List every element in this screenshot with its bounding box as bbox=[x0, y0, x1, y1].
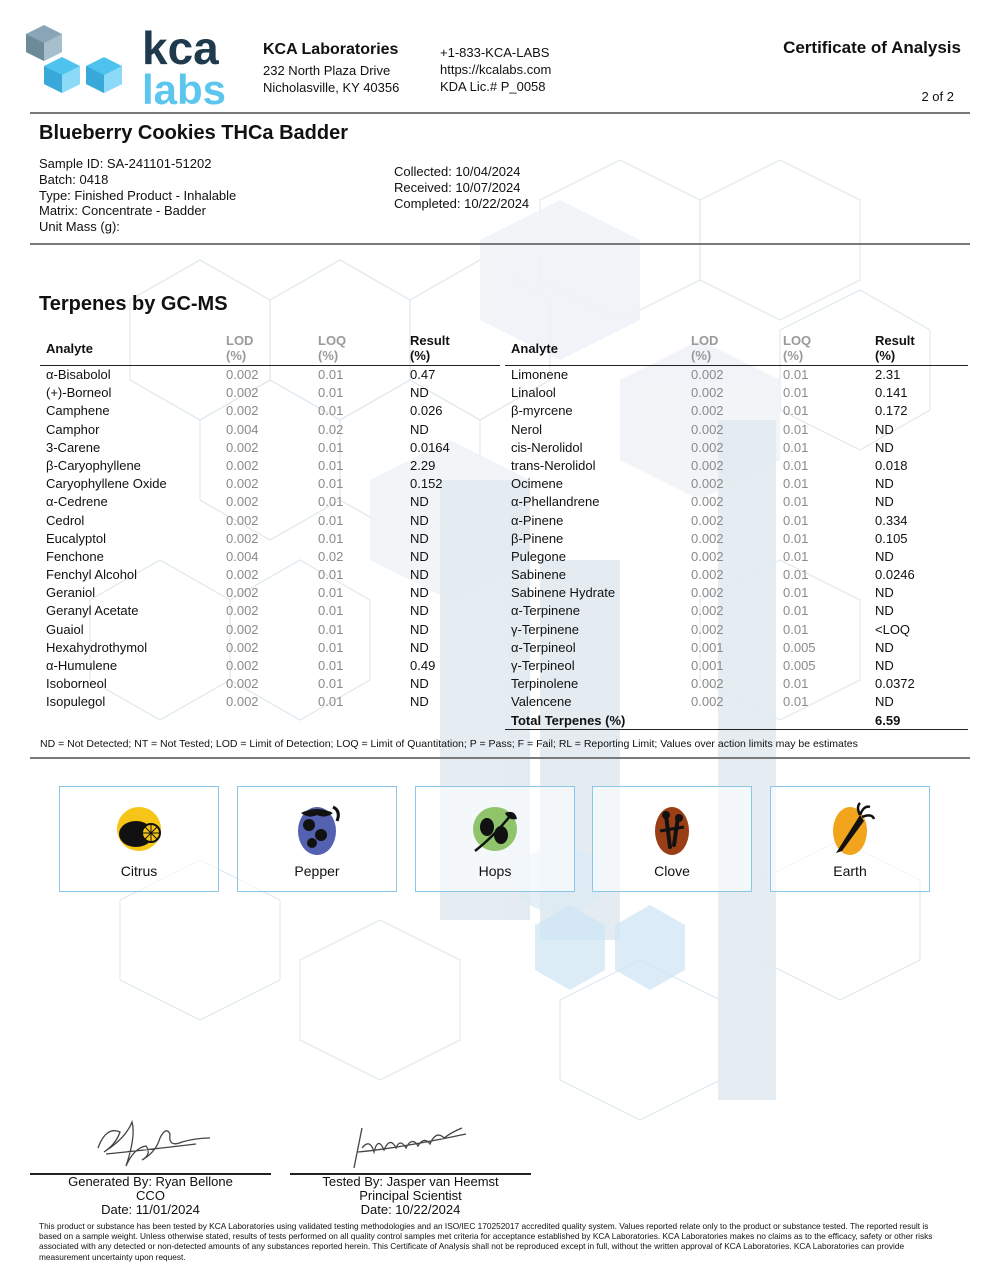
analyte-cell: Linalool bbox=[511, 385, 556, 401]
result-cell: ND bbox=[410, 530, 429, 546]
result-cell: 2.31 bbox=[875, 367, 901, 382]
generated-by: Generated By: Ryan Bellone bbox=[68, 1174, 233, 1189]
header-loq bbox=[783, 333, 811, 363]
result-cell: 0.49 bbox=[410, 658, 436, 673]
header-loq bbox=[318, 333, 346, 363]
product-name: Blueberry Cookies THCa Badder bbox=[39, 122, 348, 144]
analyte-cell: Ocimene bbox=[511, 476, 564, 492]
loq-cell: 0.01 bbox=[318, 530, 344, 546]
loq-cell: 0.01 bbox=[783, 530, 809, 546]
lod-cell: 0.002 bbox=[226, 439, 259, 455]
analyte-cell: Isoborneol bbox=[46, 676, 107, 692]
signature-ryan-bellone bbox=[86, 1108, 328, 1178]
logo-text-kca: kca bbox=[142, 22, 219, 74]
result-cell: ND bbox=[875, 585, 894, 601]
header-result-label: Result bbox=[410, 333, 450, 348]
result-cell: ND bbox=[410, 548, 429, 564]
loq-cell: 0.01 bbox=[783, 585, 809, 601]
loq-cell: 0.01 bbox=[783, 494, 809, 510]
aroma-label: Clove bbox=[654, 863, 690, 879]
table-row bbox=[505, 457, 968, 475]
lod-cell: 0.001 bbox=[691, 639, 724, 655]
aroma-pepper bbox=[237, 786, 397, 892]
header-analyte: Analyte bbox=[511, 341, 558, 356]
result-cell: 0.026 bbox=[410, 403, 443, 419]
result-cell: 0.47 bbox=[410, 367, 436, 382]
lod-cell: 0.004 bbox=[226, 421, 259, 437]
loq-cell: 0.01 bbox=[318, 639, 344, 655]
table-row bbox=[505, 548, 968, 566]
loq-cell: 0.01 bbox=[783, 621, 809, 637]
tested-date: Date: 10/22/2024 bbox=[360, 1202, 461, 1218]
sample-type: Type: Finished Product - Inhalable bbox=[39, 187, 237, 203]
loq-cell: 0.01 bbox=[318, 457, 344, 473]
result-cell: ND bbox=[410, 694, 429, 710]
result-cell: ND bbox=[875, 658, 894, 673]
loq-cell: 0.01 bbox=[783, 403, 809, 419]
lod-cell: 0.002 bbox=[691, 421, 724, 437]
table-row bbox=[505, 621, 968, 639]
terpenes-table-right bbox=[505, 332, 968, 730]
analyte-cell: Sabinene bbox=[511, 567, 566, 583]
generated-date: Date: 11/01/2024 bbox=[101, 1202, 200, 1218]
table-row bbox=[40, 657, 500, 675]
table-row bbox=[505, 693, 968, 711]
result-cell: ND bbox=[875, 476, 894, 492]
lod-cell: 0.002 bbox=[226, 494, 259, 510]
header-lod-label: LOD bbox=[226, 333, 254, 348]
loq-cell: 0.01 bbox=[783, 567, 809, 583]
analyte-cell: Limonene bbox=[511, 367, 569, 382]
sample-info bbox=[39, 156, 236, 235]
table-body bbox=[40, 366, 500, 712]
loq-cell: 0.01 bbox=[318, 676, 344, 692]
loq-cell: 0.01 bbox=[783, 439, 809, 455]
logo-text-labs: labs bbox=[142, 66, 227, 108]
header-result-unit: (%) bbox=[410, 348, 431, 363]
tested-by-title: Principal Scientist bbox=[359, 1188, 462, 1204]
lod-cell: 0.002 bbox=[226, 476, 259, 492]
loq-cell: 0.01 bbox=[783, 676, 809, 692]
lod-cell: 0.002 bbox=[226, 457, 259, 473]
lod-cell: 0.002 bbox=[226, 676, 259, 692]
lod-cell: 0.002 bbox=[691, 676, 724, 692]
loq-cell: 0.01 bbox=[783, 457, 809, 473]
signature-block-right bbox=[290, 1175, 531, 1218]
generated-by-title: CCO bbox=[136, 1188, 165, 1204]
lod-cell: 0.002 bbox=[691, 694, 724, 710]
lod-cell: 0.002 bbox=[226, 385, 259, 401]
result-cell: 0.018 bbox=[875, 457, 908, 473]
result-cell: ND bbox=[410, 676, 429, 692]
loq-cell: 0.01 bbox=[318, 512, 344, 528]
lod-cell: 0.002 bbox=[691, 457, 724, 473]
analyte-cell: cis-Nerolidol bbox=[511, 439, 583, 455]
table-row bbox=[505, 493, 968, 511]
result-cell: ND bbox=[875, 548, 894, 564]
analyte-cell: Hexahydrothymol bbox=[46, 639, 148, 655]
table-row bbox=[40, 493, 500, 511]
loq-cell: 0.01 bbox=[783, 694, 809, 710]
analyte-cell: Camphene bbox=[46, 403, 110, 419]
table-row bbox=[505, 512, 968, 530]
kca-labs-logo bbox=[24, 22, 239, 108]
lod-cell: 0.002 bbox=[226, 658, 259, 673]
table-row bbox=[40, 475, 500, 493]
header-result bbox=[410, 333, 450, 363]
header-analyte: Analyte bbox=[46, 341, 93, 356]
analyte-cell: Nerol bbox=[511, 421, 543, 437]
aroma-label: Pepper bbox=[294, 863, 340, 879]
table-row bbox=[40, 566, 500, 584]
table-row bbox=[40, 548, 500, 566]
footnote-divider bbox=[30, 757, 970, 759]
sample-id: Sample ID: SA-241101-51202 bbox=[39, 156, 212, 171]
document-title: Certificate of Analysis bbox=[783, 38, 961, 57]
analyte-cell: Caryophyllene Oxide bbox=[46, 476, 167, 492]
result-cell: ND bbox=[410, 421, 429, 437]
table-row bbox=[505, 639, 968, 657]
result-cell: 0.172 bbox=[875, 403, 908, 419]
license-number: KDA Lic.# P_0058 bbox=[440, 79, 546, 94]
table-row bbox=[40, 439, 500, 457]
table-row bbox=[505, 566, 968, 584]
table-row bbox=[40, 512, 500, 530]
loq-cell: 0.01 bbox=[318, 367, 344, 382]
lod-cell: 0.002 bbox=[226, 530, 259, 546]
lod-cell: 0.002 bbox=[691, 567, 724, 583]
tested-by: Tested By: Jasper van Heemst bbox=[322, 1174, 499, 1189]
table-row bbox=[505, 675, 968, 693]
lod-cell: 0.002 bbox=[226, 603, 259, 619]
company-name: KCA Laboratories bbox=[263, 41, 399, 58]
aroma-clove bbox=[592, 786, 752, 892]
analyte-cell: (+)-Borneol bbox=[46, 385, 112, 401]
loq-cell: 0.01 bbox=[783, 385, 809, 401]
lod-cell: 0.002 bbox=[691, 548, 724, 564]
result-cell: 0.152 bbox=[410, 476, 443, 492]
page-number: 2 of 2 bbox=[921, 89, 954, 104]
table-header bbox=[40, 332, 500, 366]
received-date: Received: 10/07/2024 bbox=[394, 179, 521, 195]
lod-cell: 0.002 bbox=[691, 512, 724, 528]
lod-cell: 0.002 bbox=[691, 403, 724, 419]
header-lod-label: LOD bbox=[691, 333, 719, 348]
website-link[interactable]: https://kcalabs.com bbox=[440, 62, 552, 77]
total-terpenes-value: 6.59 bbox=[875, 712, 901, 728]
loq-cell: 0.01 bbox=[318, 603, 344, 619]
header-result bbox=[875, 333, 915, 363]
sample-dates bbox=[394, 164, 529, 211]
analyte-cell: Camphor bbox=[46, 421, 100, 437]
header-lod-unit: (%) bbox=[226, 348, 247, 363]
analyte-cell: Geranyl Acetate bbox=[46, 603, 139, 619]
header-loq-unit: (%) bbox=[783, 348, 804, 363]
unit-mass: Unit Mass (g): bbox=[39, 219, 120, 235]
aroma-label: Hops bbox=[478, 863, 512, 879]
lod-cell: 0.002 bbox=[226, 639, 259, 655]
result-cell: ND bbox=[875, 694, 894, 710]
result-cell: ND bbox=[875, 439, 894, 455]
company-contact bbox=[440, 44, 551, 95]
analyte-cell: β-Pinene bbox=[511, 530, 564, 546]
lod-cell: 0.002 bbox=[226, 512, 259, 528]
table-row bbox=[40, 621, 500, 639]
header-result-unit: (%) bbox=[875, 348, 896, 363]
result-cell: ND bbox=[410, 639, 429, 655]
result-cell: 0.0246 bbox=[875, 567, 915, 583]
analyte-cell: α-Terpinene bbox=[511, 603, 580, 619]
result-cell: ND bbox=[875, 494, 894, 510]
table-body bbox=[505, 366, 968, 712]
table-row bbox=[40, 421, 500, 439]
result-cell: ND bbox=[410, 567, 429, 583]
lemon-icon bbox=[109, 801, 169, 861]
analyte-cell: α-Humulene bbox=[46, 658, 118, 673]
lod-cell: 0.002 bbox=[691, 603, 724, 619]
analyte-cell: Fenchyl Alcohol bbox=[46, 567, 138, 583]
header-loq-label: LOQ bbox=[318, 333, 347, 348]
table-footnote: ND = Not Detected; NT = Not Tested; LOD = Limit of Detection; LOQ = Limit of Quantitation; P = Pass; F = Fail; RL = Reporting Limit; Values over action limits may be estimates bbox=[40, 738, 858, 750]
table-row bbox=[505, 366, 968, 384]
lod-cell: 0.002 bbox=[691, 494, 724, 510]
analyte-cell: 3-Carene bbox=[46, 439, 101, 455]
loq-cell: 0.01 bbox=[783, 603, 809, 619]
terpenes-table-left bbox=[40, 332, 500, 712]
header-loq-label: LOQ bbox=[783, 333, 812, 348]
lod-cell: 0.002 bbox=[226, 567, 259, 583]
loq-cell: 0.01 bbox=[318, 476, 344, 492]
analyte-cell: β-myrcene bbox=[511, 403, 573, 419]
table-row bbox=[505, 402, 968, 420]
result-cell: ND bbox=[410, 512, 429, 528]
loq-cell: 0.01 bbox=[318, 658, 344, 673]
table-row bbox=[505, 421, 968, 439]
analyte-cell: Pulegone bbox=[511, 548, 566, 564]
analyte-cell: Valencene bbox=[511, 694, 572, 710]
table-row bbox=[40, 584, 500, 602]
result-cell: 2.29 bbox=[410, 457, 436, 473]
info-divider bbox=[30, 243, 970, 245]
lod-cell: 0.002 bbox=[226, 403, 259, 419]
aroma-label: Citrus bbox=[120, 863, 158, 879]
analyte-cell: γ-Terpineol bbox=[511, 658, 575, 673]
carrot-icon bbox=[820, 801, 880, 861]
result-cell: <LOQ bbox=[875, 621, 911, 637]
analyte-cell: Terpinolene bbox=[511, 676, 579, 692]
table-row bbox=[40, 366, 500, 384]
table-row bbox=[40, 457, 500, 475]
table-row bbox=[505, 475, 968, 493]
loq-cell: 0.01 bbox=[318, 567, 344, 583]
signature-block-left bbox=[30, 1175, 271, 1218]
lod-cell: 0.002 bbox=[226, 367, 259, 382]
address-line-2: Nicholasville, KY 40356 bbox=[263, 80, 400, 95]
table-row bbox=[505, 384, 968, 402]
section-title-terpenes: Terpenes by GC-MS bbox=[39, 293, 228, 315]
result-cell: ND bbox=[875, 639, 894, 655]
result-cell: ND bbox=[875, 421, 894, 437]
loq-cell: 0.01 bbox=[318, 385, 344, 401]
table-row bbox=[40, 402, 500, 420]
lod-cell: 0.002 bbox=[226, 694, 259, 710]
analyte-cell: Geraniol bbox=[46, 585, 96, 601]
batch: Batch: 0418 bbox=[39, 171, 109, 187]
analyte-cell: α-Pinene bbox=[511, 512, 564, 528]
loq-cell: 0.01 bbox=[318, 621, 344, 637]
lod-cell: 0.002 bbox=[691, 621, 724, 637]
table-header bbox=[505, 332, 968, 366]
loq-cell: 0.02 bbox=[318, 421, 344, 437]
loq-cell: 0.01 bbox=[783, 367, 809, 382]
header-divider bbox=[30, 112, 970, 114]
result-cell: ND bbox=[875, 603, 894, 619]
loq-cell: 0.01 bbox=[783, 512, 809, 528]
table-row bbox=[40, 602, 500, 620]
lod-cell: 0.002 bbox=[691, 530, 724, 546]
hops-icon bbox=[465, 801, 525, 861]
analyte-cell: α-Terpineol bbox=[511, 639, 576, 655]
lod-cell: 0.002 bbox=[226, 585, 259, 601]
pepper-icon bbox=[287, 801, 347, 861]
header-lod-unit: (%) bbox=[691, 348, 712, 363]
collected-date: Collected: 10/04/2024 bbox=[394, 164, 521, 179]
analyte-cell: β-Caryophyllene bbox=[46, 457, 141, 473]
total-terpenes-row bbox=[505, 712, 968, 730]
address-line-1: 232 North Plaza Drive bbox=[263, 63, 391, 78]
aroma-citrus bbox=[59, 786, 219, 892]
table-row bbox=[40, 639, 500, 657]
lod-cell: 0.002 bbox=[691, 476, 724, 492]
table-row bbox=[505, 530, 968, 548]
result-cell: ND bbox=[410, 385, 429, 401]
lod-cell: 0.002 bbox=[691, 439, 724, 455]
lod-cell: 0.002 bbox=[691, 385, 724, 401]
result-cell: ND bbox=[410, 603, 429, 619]
company-address bbox=[263, 62, 399, 96]
header-lod bbox=[226, 333, 253, 363]
loq-cell: 0.01 bbox=[318, 403, 344, 419]
analyte-cell: α-Phellandrene bbox=[511, 494, 600, 510]
loq-cell: 0.005 bbox=[783, 658, 816, 673]
lod-cell: 0.001 bbox=[691, 658, 724, 673]
lod-cell: 0.002 bbox=[226, 621, 259, 637]
header-loq-unit: (%) bbox=[318, 348, 339, 363]
analyte-cell: Fenchone bbox=[46, 548, 104, 564]
aroma-earth bbox=[770, 786, 930, 892]
analyte-cell: trans-Nerolidol bbox=[511, 457, 596, 473]
loq-cell: 0.01 bbox=[318, 585, 344, 601]
analyte-cell: α-Bisabolol bbox=[46, 367, 111, 382]
analyte-cell: Guaiol bbox=[46, 621, 84, 637]
table-row bbox=[40, 675, 500, 693]
loq-cell: 0.01 bbox=[318, 439, 344, 455]
aroma-label: Earth bbox=[833, 863, 867, 879]
result-cell: 0.0372 bbox=[875, 676, 915, 692]
lod-cell: 0.002 bbox=[691, 367, 724, 382]
analyte-cell: Isopulegol bbox=[46, 694, 106, 710]
phone: +1-833-KCA-LABS bbox=[440, 45, 550, 60]
result-cell: 0.0164 bbox=[410, 439, 450, 455]
loq-cell: 0.02 bbox=[318, 548, 344, 564]
result-cell: ND bbox=[410, 585, 429, 601]
matrix: Matrix: Concentrate - Badder bbox=[39, 203, 206, 219]
analyte-cell: γ-Terpinene bbox=[511, 621, 579, 637]
result-cell: 0.141 bbox=[875, 385, 908, 401]
result-cell: 0.105 bbox=[875, 530, 908, 546]
lod-cell: 0.004 bbox=[226, 548, 259, 564]
analyte-cell: Eucalyptol bbox=[46, 530, 106, 546]
table-row bbox=[505, 584, 968, 602]
loq-cell: 0.01 bbox=[783, 548, 809, 564]
lod-cell: 0.002 bbox=[691, 585, 724, 601]
clove-icon bbox=[642, 801, 702, 861]
completed-date: Completed: 10/22/2024 bbox=[394, 195, 530, 211]
table-row bbox=[40, 384, 500, 402]
table-row bbox=[40, 530, 500, 548]
header-result-label: Result bbox=[875, 333, 915, 348]
loq-cell: 0.01 bbox=[783, 421, 809, 437]
analyte-cell: Cedrol bbox=[46, 512, 85, 528]
table-row bbox=[40, 693, 500, 711]
loq-cell: 0.005 bbox=[783, 639, 816, 655]
result-cell: ND bbox=[410, 494, 429, 510]
loq-cell: 0.01 bbox=[318, 494, 344, 510]
result-cell: 0.334 bbox=[875, 512, 908, 528]
table-row bbox=[505, 657, 968, 675]
legal-disclaimer: This product or substance has been tested by KCA Laboratories using validated testing methodologies and an ISO/IEC 170252017 accredited quality system. Values reported relate only to the product or substance tested. The reported result is based on a sample weight. Unless otherwise stated, results of tests performed on all quality control samples met criteria for acceptance established by KCA Laboratories. KCA Laboratories makes no claims as to the efficacy, safety or other risks associated with any detected or non-detected amounts of any substances reported herein. This Certificate of Analysis shall not be reproduced except in full, without the written approval of KCA Laboratories. KCA Laboratories can provide measurement uncertainty upon request. bbox=[39, 1221, 933, 1262]
aroma-hops bbox=[415, 786, 575, 892]
table-row bbox=[505, 602, 968, 620]
signature-jasper-van-heemst bbox=[340, 1108, 582, 1178]
analyte-cell: α-Cedrene bbox=[46, 494, 108, 510]
total-terpenes-label: Total Terpenes (%) bbox=[511, 712, 626, 728]
result-cell: ND bbox=[410, 621, 429, 637]
analyte-cell: Sabinene Hydrate bbox=[511, 585, 616, 601]
table-row bbox=[505, 439, 968, 457]
loq-cell: 0.01 bbox=[783, 476, 809, 492]
loq-cell: 0.01 bbox=[318, 694, 344, 710]
header-lod bbox=[691, 333, 718, 363]
